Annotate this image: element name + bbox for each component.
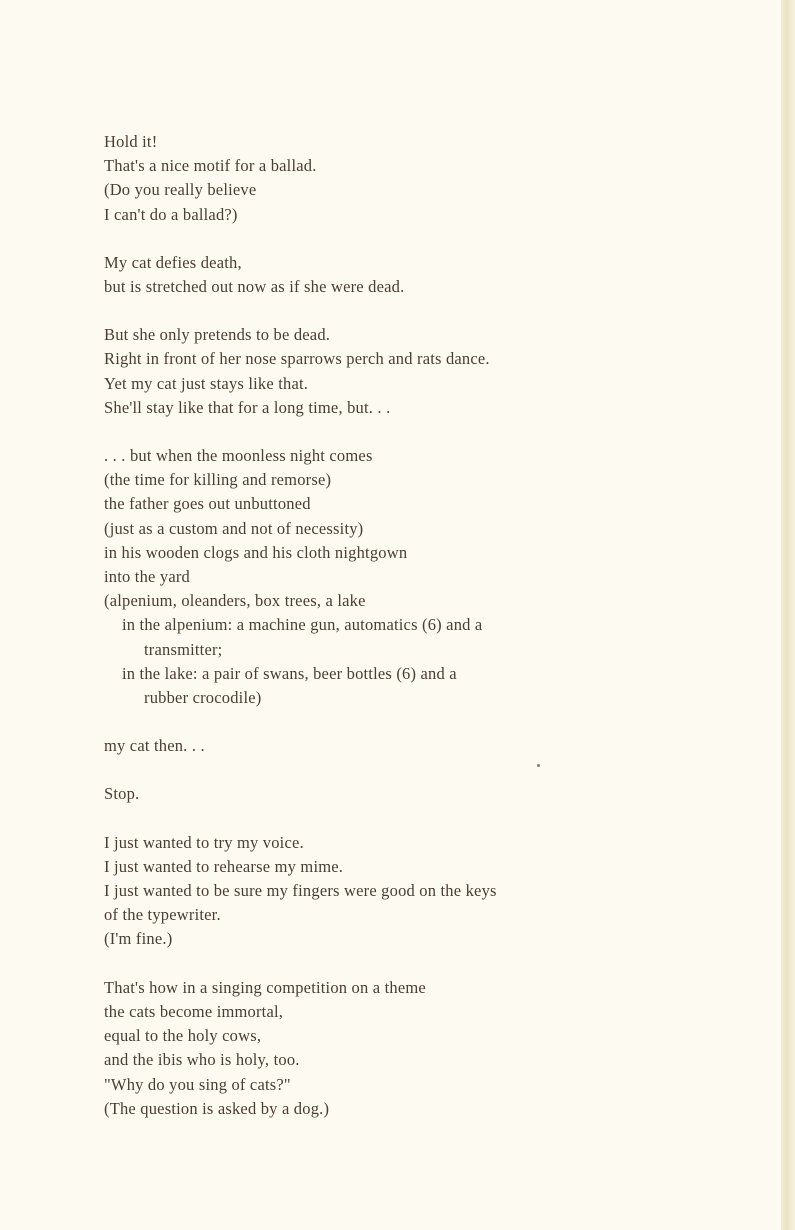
poem-line: equal to the holy cows, [104,1026,262,1046]
poem-line: That's how in a singing competition on a theme [104,977,426,997]
stanza-4 [104,444,644,710]
ink-speck [537,764,540,767]
poem-line: the father goes out unbuttoned [104,494,311,514]
poem-line: (The question is asked by a dog.) [104,1098,330,1118]
stanza-3 [104,323,644,420]
poem-line: Right in front of her nose sparrows perch and rats dance. [104,349,490,369]
poem-line: But she only pretends to be dead. [104,325,331,345]
poem-line: in his wooden clogs and his cloth nightgown [104,542,408,562]
stanza-7 [104,831,644,952]
stanza-5 [104,734,644,758]
poem-line: (just as a custom and not of necessity) [104,518,364,538]
poem-line: my cat then. . . [104,736,205,756]
poem-line: but is stretched out now as if she were dead. [104,277,405,297]
poem-line: (Do you really believe [104,180,257,200]
stanza-8 [104,976,644,1121]
poem-line: "Why do you sing of cats?" [104,1074,291,1094]
stanza-6 [104,782,644,806]
poem-line: (the time for killing and remorse) [104,470,332,490]
poem-line: I can't do a ballad?) [104,204,238,224]
poem-line-continuation: transmitter; [144,639,223,659]
poem-line: Hold it! [104,132,158,151]
poem-line: My cat defies death, [104,252,242,272]
poem-line: of the typewriter. [104,905,221,925]
poem-line: the cats become immortal, [104,1001,284,1021]
poem-line: I just wanted to rehearse my mime. [104,856,344,876]
poem-line-continuation: rubber crocodile) [144,688,262,708]
stanza-1 [104,130,644,227]
poem-line: Yet my cat just stays like that. [104,373,309,393]
poem-line: I just wanted to be sure my fingers were good on the keys [104,881,497,901]
poem-line: . . . but when the moonless night comes [104,446,373,466]
poem-line: and the ibis who is holy, too. [104,1050,300,1070]
poem-line: That's a nice motif for a ballad. [104,156,317,176]
poem-line-indented: in the lake: a pair of swans, beer bottles (6) and a [122,663,457,683]
poem-line: (I'm fine.) [104,929,173,949]
stanza-2 [104,251,644,299]
poem-line: Stop. [104,784,140,804]
page-edge [781,0,795,1230]
poem-line: She'll stay like that for a long time, but. . . [104,397,391,417]
poem-line: I just wanted to try my voice. [104,832,304,852]
poem-line: (alpenium, oleanders, box trees, a lake [104,591,366,611]
poem-line: into the yard [104,567,190,587]
poem-body [104,130,644,1145]
poem-line-indented: in the alpenium: a machine gun, automatics (6) and a [122,615,483,635]
